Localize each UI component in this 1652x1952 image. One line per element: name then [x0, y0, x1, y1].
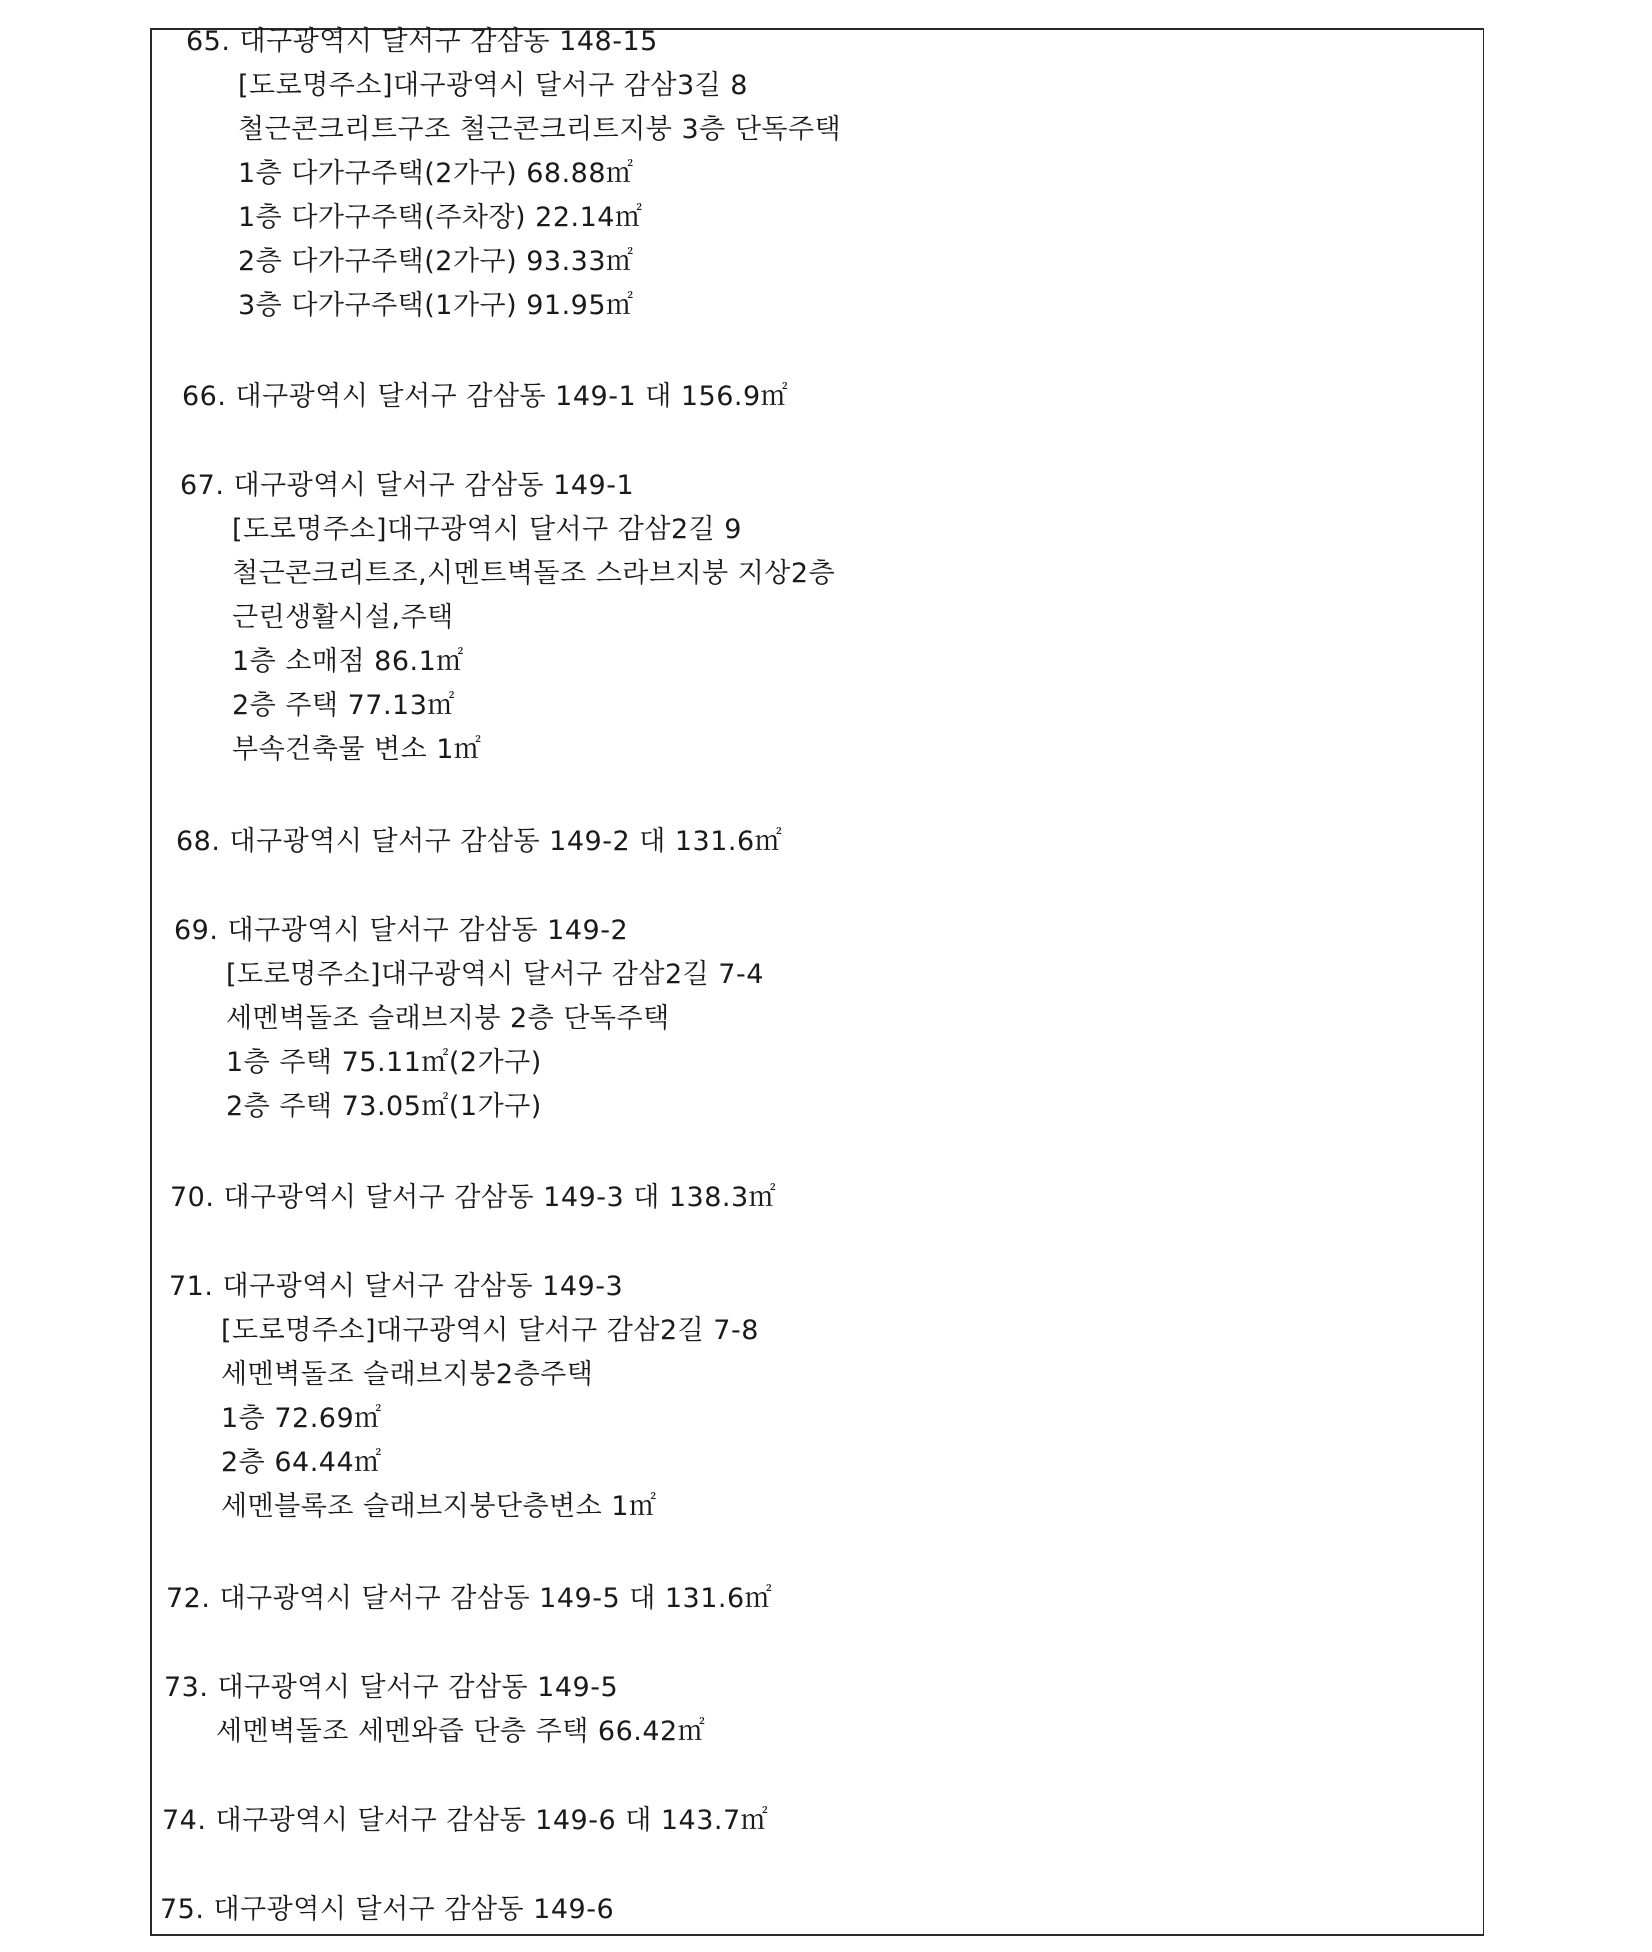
entry-72	[166, 1577, 772, 1621]
entry-heading: 70. 대구광역시 달서구 감삼동 149-3 대 138.3㎡	[170, 1182, 777, 1213]
entry-detail: [도로명주소]대구광역시 달서구 감삼2길 9	[232, 514, 742, 545]
entry-74	[162, 1799, 768, 1843]
entry-detail: 2층 다가구주택(2가구) 93.33㎡	[238, 246, 634, 277]
entry-heading: 69. 대구광역시 달서구 감삼동 149-2	[174, 915, 629, 946]
entry-heading: 66. 대구광역시 달서구 감삼동 149-1 대 156.9㎡	[182, 381, 789, 412]
entry-66	[182, 375, 788, 419]
entry-detail: 2층 주택 77.13㎡	[232, 690, 455, 721]
entry-67	[180, 464, 835, 772]
entry-detail: 세멘벽돌조 세멘와즙 단층 주택 66.42㎡	[216, 1716, 706, 1747]
entry-heading: 65. 대구광역시 달서구 감삼동 148-15	[186, 26, 658, 57]
entry-detail: 1층 소매점 86.1㎡	[232, 646, 464, 677]
entry-detail: [도로명주소]대구광역시 달서구 감삼2길 7-8	[221, 1315, 759, 1346]
entry-detail: 철근콘크리트구조 철근콘크리트지붕 3층 단독주택	[238, 114, 842, 145]
entry-detail: 1층 주택 75.11㎡(2가구)	[226, 1047, 542, 1078]
entry-detail: 2층 주택 73.05㎡(1가구)	[226, 1091, 542, 1122]
entry-heading: 72. 대구광역시 달서구 감삼동 149-5 대 131.6㎡	[166, 1583, 773, 1614]
entry-detail: 부속건축물 변소 1㎡	[232, 734, 482, 765]
entry-detail: 1층 다가구주택(주차장) 22.14㎡	[238, 202, 643, 233]
entry-heading: 73. 대구광역시 달서구 감삼동 149-5	[164, 1672, 619, 1703]
entry-detail: [도로명주소]대구광역시 달서구 감삼2길 7-4	[226, 959, 764, 990]
entry-heading: 74. 대구광역시 달서구 감삼동 149-6 대 143.7㎡	[162, 1805, 769, 1836]
entry-detail: 세멘벽돌조 슬래브지붕2층주택	[221, 1359, 594, 1390]
entry-68	[176, 820, 782, 864]
entry-detail: [도로명주소]대구광역시 달서구 감삼3길 8	[238, 70, 748, 101]
entry-heading: 68. 대구광역시 달서구 감삼동 149-2 대 131.6㎡	[176, 826, 783, 857]
entry-detail: 1층 다가구주택(2가구) 68.88㎡	[238, 158, 634, 189]
entry-65	[186, 20, 841, 328]
entry-detail: 근린생활시설,주택	[232, 602, 454, 633]
entry-heading: 71. 대구광역시 달서구 감삼동 149-3	[169, 1271, 624, 1302]
entry-detail: 1층 72.69㎡	[221, 1403, 382, 1434]
entry-71	[169, 1265, 759, 1529]
entry-69	[174, 909, 764, 1129]
entry-detail: 세멘벽돌조 슬래브지붕 2층 단독주택	[226, 1003, 670, 1034]
entry-70	[170, 1176, 776, 1220]
entry-73	[164, 1666, 705, 1754]
entry-detail: 2층 64.44㎡	[221, 1447, 382, 1478]
entry-detail: 3층 다가구주택(1가구) 91.95㎡	[238, 290, 634, 321]
entry-75	[160, 1888, 614, 1932]
entry-detail: 세멘블록조 슬래브지붕단층변소 1㎡	[221, 1491, 657, 1522]
entry-heading: 75. 대구광역시 달서구 감삼동 149-6	[160, 1894, 615, 1925]
entry-heading: 67. 대구광역시 달서구 감삼동 149-1	[180, 470, 635, 501]
entry-detail: 철근콘크리트조,시멘트벽돌조 스라브지붕 지상2층	[232, 558, 836, 589]
